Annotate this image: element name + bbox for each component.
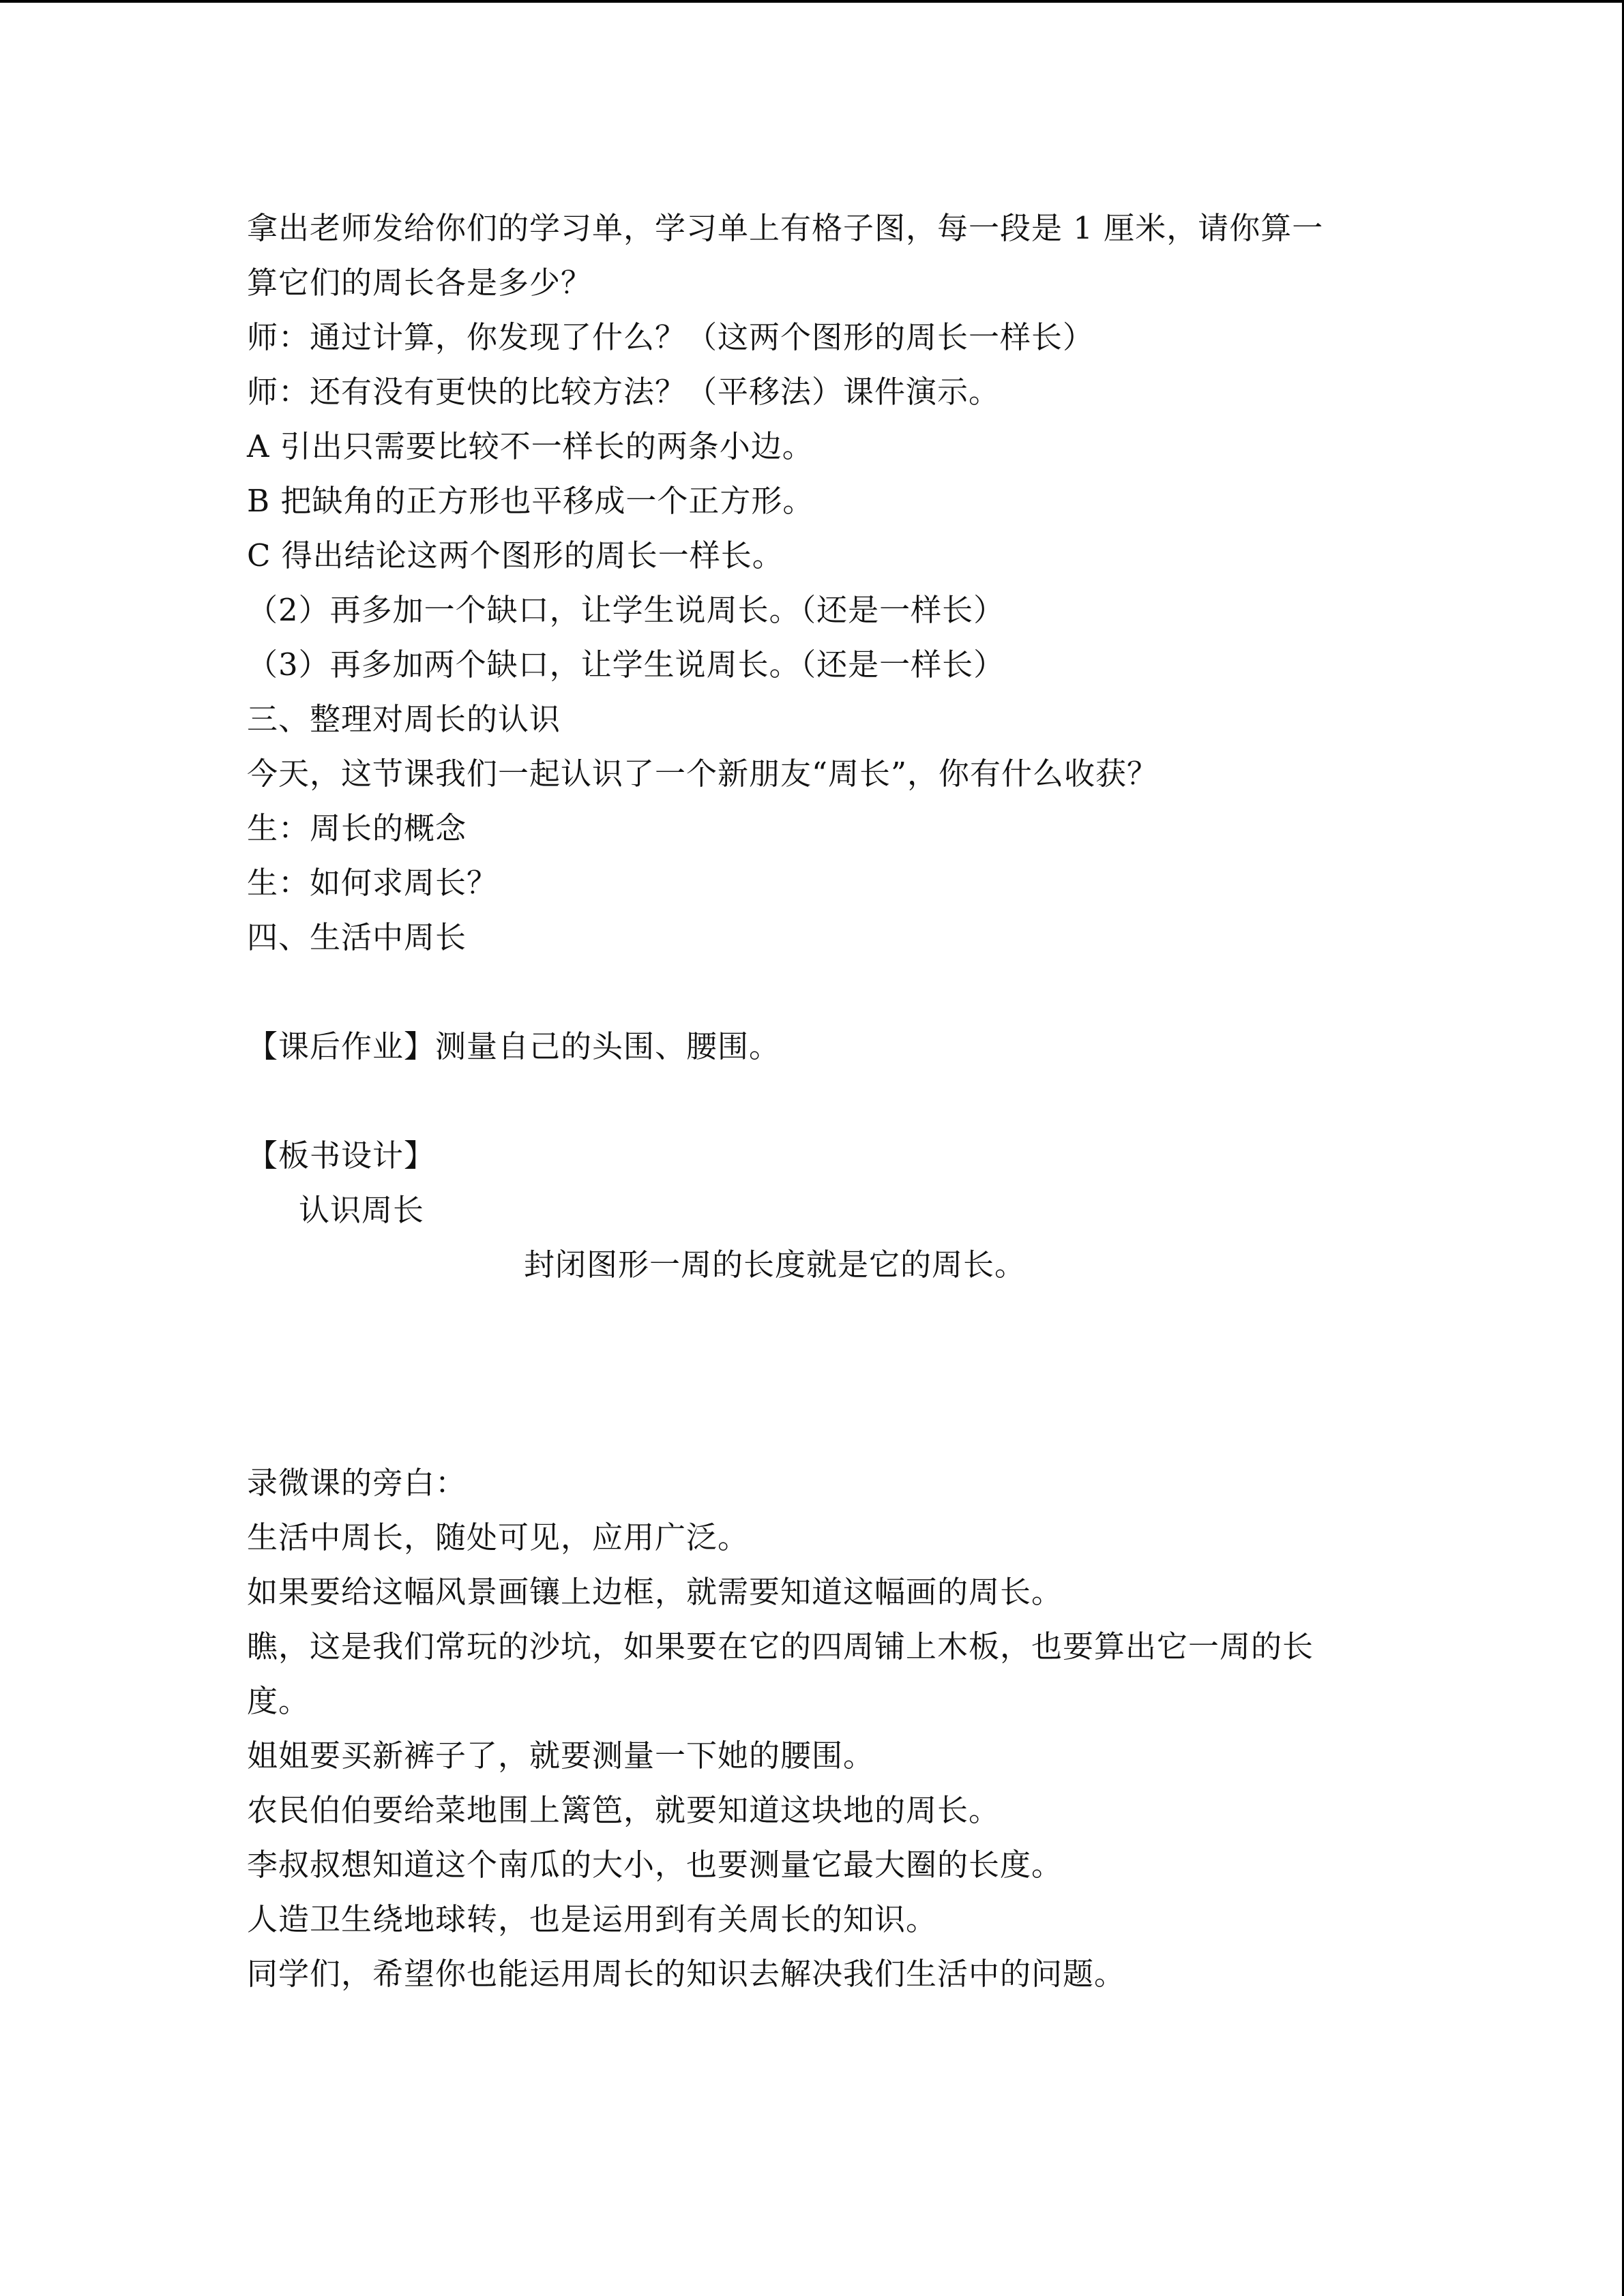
lesson-line-11: 今天，这节课我们一起认识了一个新朋友“周长”，你有什么收获？ [247, 756, 1159, 792]
narration-line-1: 生活中周长，随处可见，应用广泛。 [247, 1519, 750, 1555]
section-heading-3: 三、整理对周长的认识 [247, 701, 561, 737]
lesson-line-9: （3）再多加两个缺口，让学生说周长。（还是一样长） [247, 646, 1005, 683]
narration-heading: 录微课的旁白： [247, 1465, 467, 1501]
homework-line: 【课后作业】测量自己的头围、腰围。 [247, 1028, 781, 1064]
board-design-heading: 【板书设计】 [247, 1137, 436, 1174]
narration-line-7: 李叔叔想知道这个南瓜的大小，也要测量它最大圈的长度。 [247, 1847, 1063, 1883]
narration-line-3: 瞧，这是我们常玩的沙坑，如果要在它的四周铺上木板，也要算出它一周的长 [247, 1628, 1314, 1665]
narration-line-6: 农民伯伯要给菜地围上篱笆，就要知道这块地的周长。 [247, 1792, 1001, 1828]
narration-line-9: 同学们，希望你也能运用周长的知识去解决我们生活中的问题。 [247, 1956, 1126, 1992]
narration-line-2: 如果要给这幅风景画镶上边框，就需要知道这幅画的周长。 [247, 1574, 1063, 1610]
narration-line-8: 人造卫生绕地球转，也是运用到有关周长的知识。 [247, 1901, 938, 1937]
lesson-line-3: 师：通过计算，你发现了什么？（这两个图形的周长一样长） [247, 319, 1095, 355]
lesson-line-4: 师：还有没有更快的比较方法？（平移法）课件演示。 [247, 374, 1001, 410]
lesson-line-1: 拿出老师发给你们的学习单，学习单上有格子图，每一段是 1 厘米，请你算一 [247, 210, 1324, 246]
narration-line-4: 度。 [247, 1683, 310, 1719]
narration-line-5: 姐姐要买新裤子了，就要测量一下她的腰围。 [247, 1738, 875, 1774]
board-design-definition: 封闭图形一周的长度就是它的周长。 [524, 1247, 1027, 1283]
lesson-line-2: 算它们的周长各是多少？ [247, 265, 593, 301]
lesson-line-13: 生：如何求周长？ [247, 865, 499, 901]
lesson-line-7: C 得出结论这两个图形的周长一样长。 [247, 537, 784, 573]
lesson-line-8: （2）再多加一个缺口，让学生说周长。（还是一样长） [247, 592, 1005, 628]
section-heading-4: 四、生活中周长 [247, 919, 467, 955]
lesson-line-12: 生：周长的概念 [247, 810, 467, 846]
lesson-line-5: A 引出只需要比较不一样长的两条小边。 [247, 428, 814, 464]
lesson-line-6: B 把缺角的正方形也平移成一个正方形。 [247, 483, 814, 519]
board-design-title: 认识周长 [299, 1192, 425, 1228]
page-border-top [0, 0, 1624, 3]
